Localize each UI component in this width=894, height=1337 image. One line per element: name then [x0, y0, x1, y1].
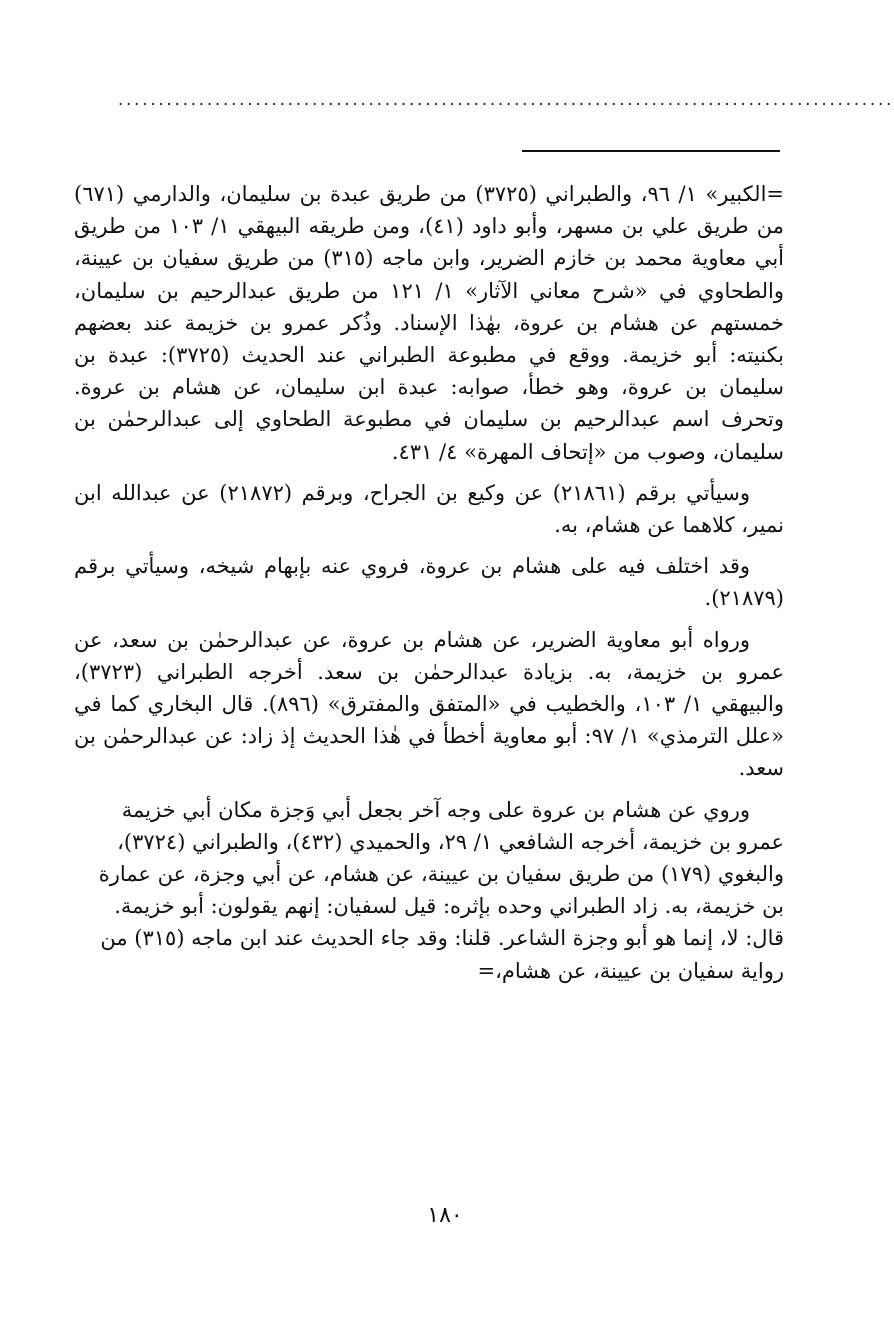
- footnote-text: [74, 178, 784, 987]
- footnote-separator-rule: [522, 150, 780, 152]
- footnote-paragraph: وقد اختلف فيه على هشام بن عروة، فروي عنه بإبهام شيخه، وسيأتي برقم (٢١٨٧٩).: [74, 554, 784, 611]
- footnote-paragraph: وسيأتي برقم (٢١٨٦١) عن وكيع بن الجراح، وبرقم (٢١٨٧٢) عن عبدالله ابن نمير، كلاهما عن هشام، به.: [74, 480, 784, 538]
- footnote-dotted-leader: ................................................................................................: [118, 90, 894, 109]
- page-number: ١٨٠: [427, 1203, 463, 1228]
- footnote-paragraph: وروي عن هشام بن عروة على وجه آخر بجعل أبي وَجزة مكان أبي خزيمة عمرو بن خزيمة، أخرجه الشافعي ١/ ٢٩، والحميدي (٤٣٢)، والطبراني (٣٧٢٤)، والبغوي (١٧٩) من طريق سفيان بن عيينة، عن هشام، عن أبي وجزة، عن عمارة بن خزيمة، به. زاد الطبراني وحده بإثره: قيل لسفيان: إنهم يقولون: أبو خزيمة. قال: لا، إنما هو أبو وجزة الشاعر. قلنا: وقد جاء الحديث عند ابن ماجه (٣١٥) من رواية سفيان بن عيينة، عن هشام،=: [98, 797, 784, 983]
- footnote-paragraph: =الكبير» ١/ ٩٦، والطبراني (٣٧٢٥) من طريق عبدة بن سليمان، والدارمي (٦٧١) من طريق علي بن مسهر، وأبو داود (٤١)، ومن طريقه البيهقي ١/ ١٠٣ من طريق أبي معاوية محمد بن خازم الضرير، وابن ماجه (٣١٥) من طريق سفيان بن عيينة، والطحاوي في «شرح معاني الآثار» ١/ ١٢١ من طريق عبدالرحيم بن سليمان، خمستهم عن هشام بن عروة، بهٰذا الإسناد. وذُكر عمرو بن خزيمة عند بعضهم بكنيته: أبو خزيمة. ووقع في مطبوعة الطبراني عند الحديث (٣٧٢٥): عبدة بن سليمان بن عروة، وهو خطأ، صوابه: عبدة ابن سليمان، عن هشام بن عروة. وتحرف اسم عبدالرحيم بن سليمان في مطبوعة الطحاوي إلى عبدالرحمٰن بن سليمان، وصوب من «إتحاف المهرة» ٤/ ٤٣١.: [74, 182, 785, 464]
- footnote-paragraph: ورواه أبو معاوية الضرير، عن هشام بن عروة، عن عبدالرحمٰن بن سعد، عن عمرو بن خزيمة، به. بزيادة عبدالرحمٰن بن سعد. أخرجه الطبراني (٣٧٢٣)، والبيهقي ١/ ١٠٣، والخطيب في «المتفق والمفترق» (٨٩٦). قال البخاري كما في «علل الترمذي» ١/ ٩٧: أبو معاوية أخطأ في هٰذا الحديث إذ زاد: عن عبدالرحمٰن بن سعد.: [74, 627, 784, 781]
